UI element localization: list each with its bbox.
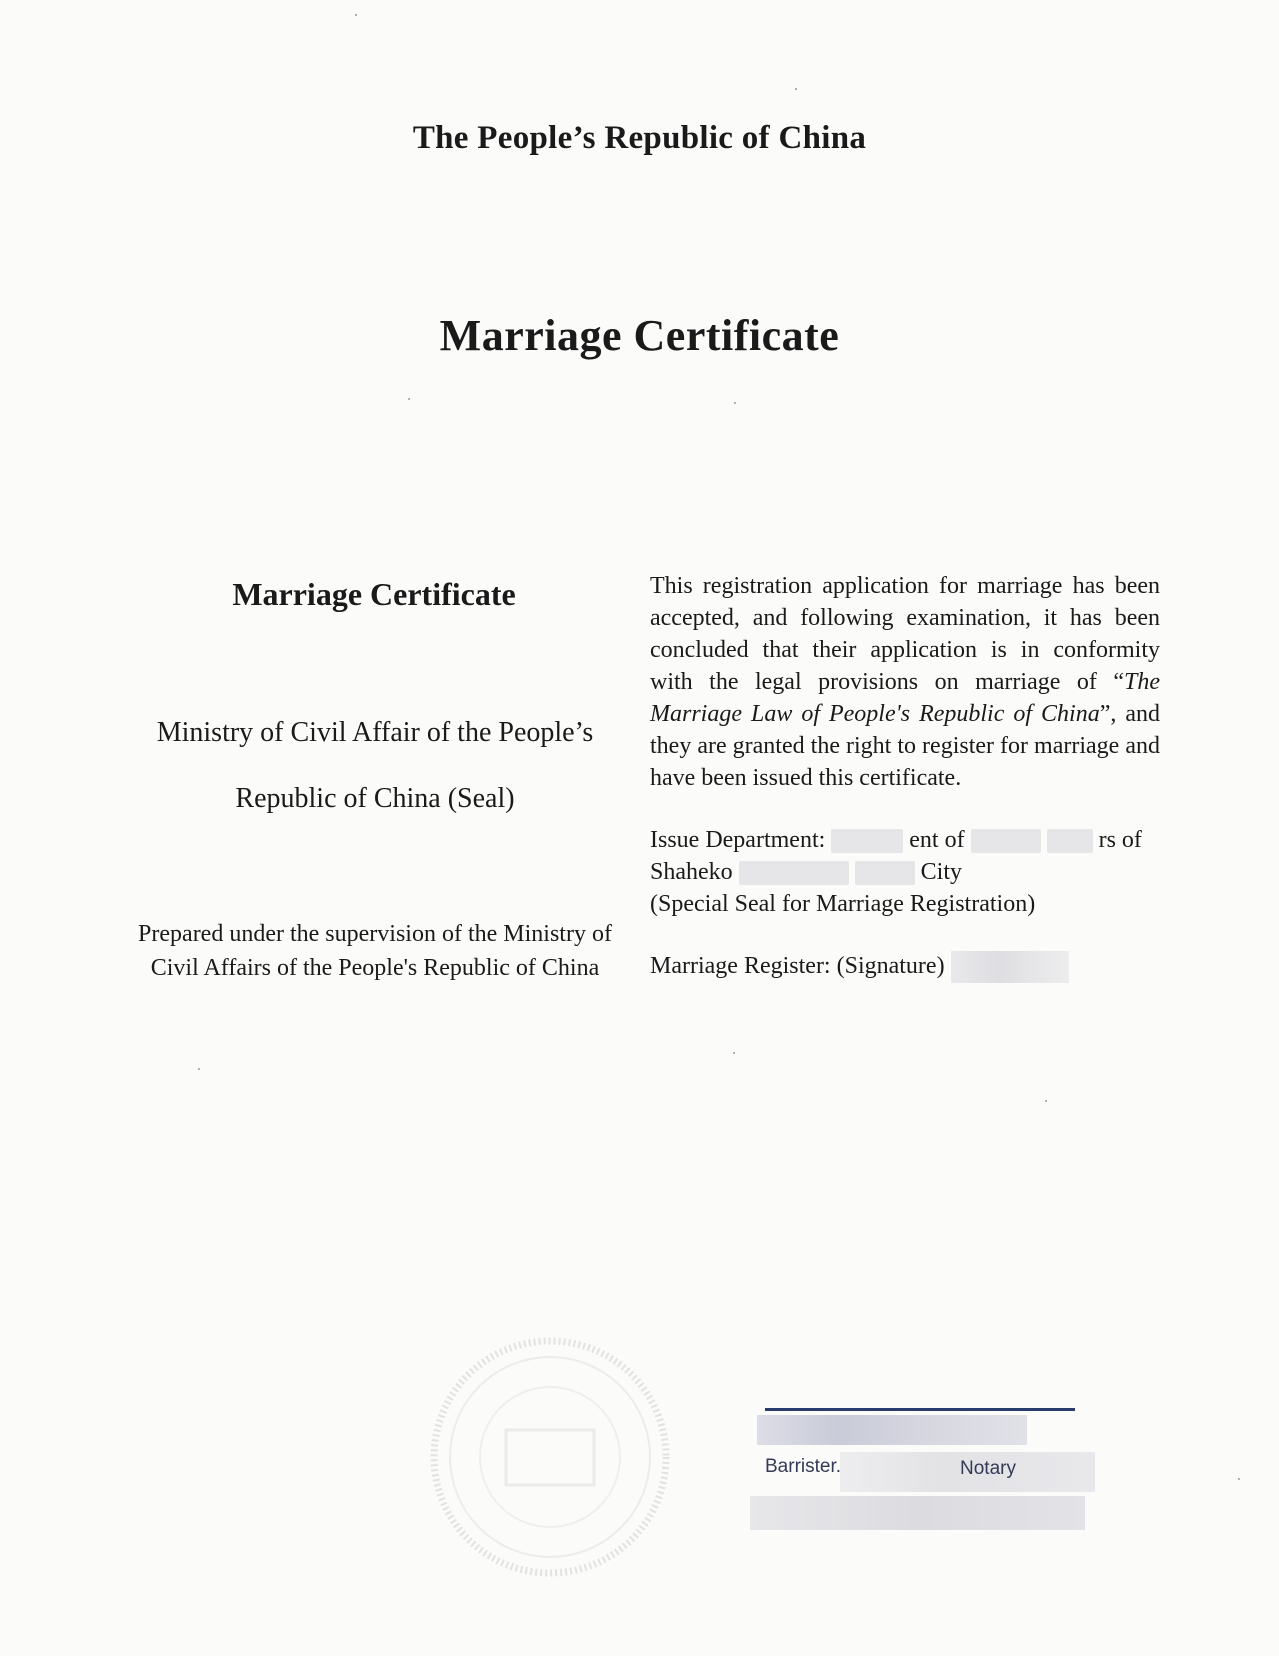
- right-column: [650, 570, 1160, 983]
- issue-line-1: [650, 824, 1160, 856]
- stamp-barrister-text: Barrister.: [765, 1456, 842, 1477]
- signature-redaction: [951, 951, 1069, 983]
- registration-text-part-1: This registration application for marriage has been accepted, and following examination, it has been concluded that their application is in conformity with the legal provisions on marriage of “: [650, 573, 1160, 695]
- special-seal-line: (Special Seal for Marriage Registration): [650, 891, 1036, 917]
- prepared-line-2: Civil Affairs of the People's Republic of China: [150, 955, 600, 981]
- issue-city-fragment: City: [920, 859, 962, 885]
- left-title: Marriage Certificate: [232, 576, 516, 612]
- registration-statement: [650, 570, 1160, 794]
- issue-fragment-1: ent of: [909, 827, 965, 853]
- ministry-line-1: Ministry of Civil Affair of the People’s: [156, 717, 594, 748]
- marriage-law-title: The Marriage Law of People's Republic of China: [650, 669, 1160, 727]
- prepared-line-1: Prepared under the supervision of the Ministry of: [138, 921, 612, 947]
- paper-speck: [733, 1052, 735, 1054]
- issue-fragment-2: rs of: [1098, 827, 1142, 853]
- issue-label: Issue Department:: [650, 827, 826, 853]
- notary-stamp: [755, 1400, 1095, 1540]
- ministry-seal-text: [110, 700, 640, 832]
- embossed-seal-icon: [428, 1335, 673, 1580]
- paper-speck: [355, 14, 357, 16]
- redaction-block: [739, 861, 849, 885]
- ministry-line-2: Republic of China (Seal): [235, 783, 515, 814]
- paper-speck: [198, 1068, 200, 1070]
- redaction-block: [971, 829, 1041, 853]
- marriage-register: [650, 950, 1160, 983]
- redaction-block: [831, 829, 903, 853]
- issue-district-fragment: Shaheko: [650, 859, 733, 885]
- paper-speck: [1045, 1100, 1047, 1102]
- stamp-notary-text: Notary: [960, 1458, 1016, 1479]
- redaction-block: [1047, 829, 1093, 853]
- page-title: Marriage Certificate: [439, 311, 840, 360]
- issue-department: [650, 824, 1160, 920]
- paper-speck: [734, 402, 736, 404]
- paper-speck: [795, 88, 797, 90]
- paper-speck: [408, 398, 410, 400]
- redaction-block: [757, 1415, 1027, 1445]
- redaction-block: [750, 1496, 1085, 1530]
- country-heading: The People’s Republic of China: [412, 120, 867, 156]
- issue-line-2: [650, 856, 1160, 888]
- left-column: [110, 576, 640, 985]
- register-label: Marriage Register: (Signature): [650, 953, 945, 979]
- stamp-rule: [765, 1408, 1075, 1411]
- registration-text-part-2: ”, and they are granted the right to register for marriage and have been issued this certificate.: [650, 701, 1160, 791]
- paper-speck: [1238, 1478, 1240, 1480]
- redaction-block: [855, 861, 915, 885]
- register-line: [650, 950, 1160, 983]
- prepared-statement: [110, 917, 640, 985]
